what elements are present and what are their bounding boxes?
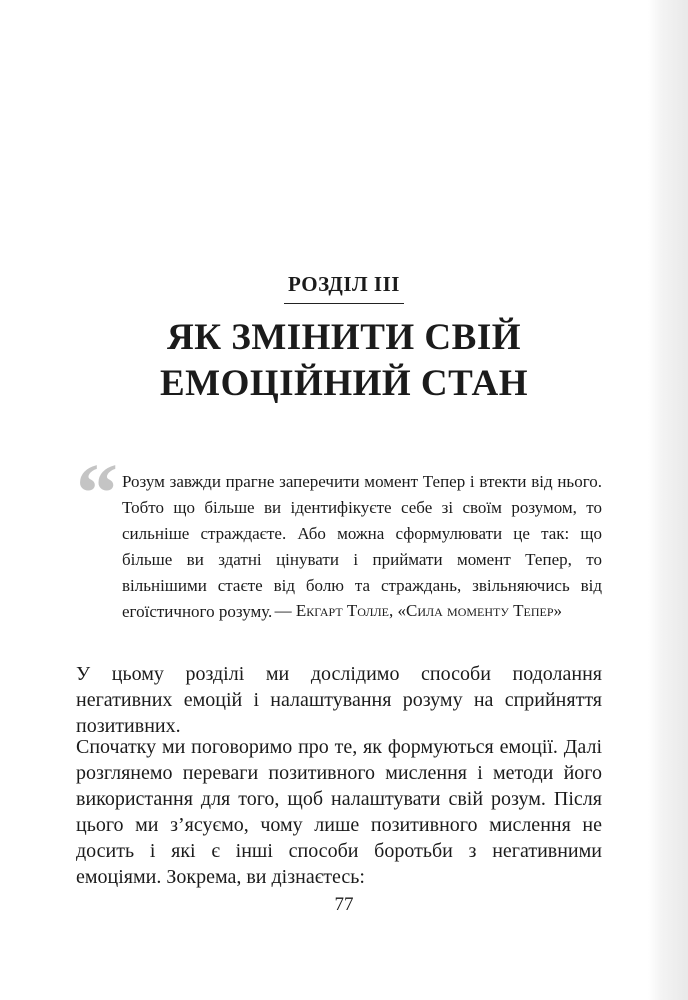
body-paragraph-2: Спочатку ми поговоримо про те, як формуються емоції. Далі розглянемо переваги позитивного мислення і методи його використання для того, щоб налаштувати свій розум. Після цього ми з’ясуємо, чому лише позитивного мислення не досить і які є інші способи боротьби з негативними емоціями. Зокрема, ви дізнаєтесь:: [76, 736, 602, 888]
chapter-title-line-1: ЯК ЗМІНИТИ СВІЙ: [167, 317, 521, 358]
chapter-title: [0, 315, 688, 407]
body-paragraph-1: У цьому розділі ми дослідимо способи подолання негативних емоцій і налаштування розуму на сприйняття позитивних.: [76, 663, 602, 737]
chapter-label: [0, 272, 688, 304]
quote-mark-icon: “: [76, 447, 118, 540]
page-edge-shadow: [648, 0, 688, 1000]
epigraph-attribution: — Екгарт Толле, «Сила моменту Тепер»: [274, 601, 562, 620]
page-number: 77: [334, 894, 354, 915]
chapter-label-text: РОЗДІЛ ІІІ: [284, 272, 404, 304]
chapter-title-line-2: ЕМОЦІЙНИЙ СТАН: [160, 363, 528, 404]
epigraph-text: Розум завжди прагне заперечити момент Тепер і втекти від нього. Тобто що більше ви ідентифікуєте себе зі своїм розумом, то сильніше страждаєте. Або можна сформулювати це так: що більше ви здатні цінувати і приймати момент Тепер, то вільнішими стаєте від болю та страждань, звільняючись від егоїстичного розуму.: [122, 472, 602, 621]
